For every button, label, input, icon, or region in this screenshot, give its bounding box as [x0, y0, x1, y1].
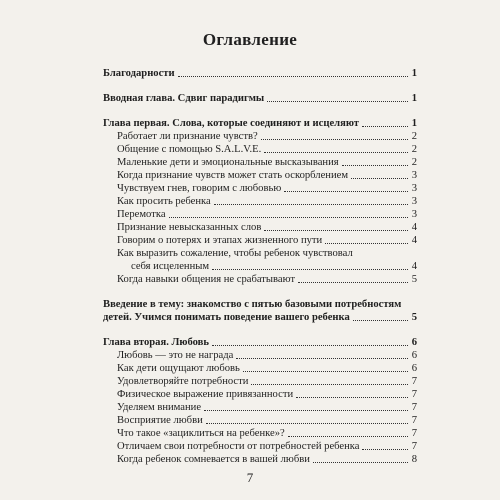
leader-dots — [214, 203, 408, 205]
toc-entry-page: 3 — [411, 170, 417, 181]
toc-entry-page: 1 — [411, 118, 417, 129]
toc-entry-page: 7 — [411, 402, 417, 413]
toc-subentry — [117, 440, 417, 453]
toc-entry-title: Когда ребенок сомневается в вашей любви — [117, 454, 310, 465]
leader-dots — [212, 268, 408, 270]
leader-dots — [261, 138, 408, 140]
toc-subentry — [117, 362, 417, 375]
toc-entry-page: 7 — [411, 428, 417, 439]
toc-entry-page: 2 — [411, 131, 417, 142]
toc-subentry — [117, 427, 417, 440]
leader-dots — [243, 370, 408, 372]
toc-subentry — [117, 143, 417, 156]
leader-dots — [325, 242, 408, 244]
toc-entry-page: 3 — [411, 196, 417, 207]
toc-entry-page: 3 — [411, 183, 417, 194]
leader-dots — [296, 396, 408, 398]
toc-subentry — [117, 169, 417, 182]
toc-entry-title: Удовлетворяйте потребности — [117, 376, 249, 387]
leader-dots — [362, 448, 408, 450]
toc-entry-page: 7 — [411, 376, 417, 387]
toc-subentry — [117, 221, 417, 234]
toc-entry-title: Общение с помощью S.A.L.V.E. — [117, 144, 262, 155]
toc-intro-line1: Введение в тему: знакомство с пятью базовыми потребностям — [103, 299, 402, 310]
toc-entry-page: 6 — [411, 363, 417, 374]
leader-dots — [264, 229, 408, 231]
toc-entry-page: 6 — [411, 350, 417, 361]
toc-entry-page: 8 — [411, 454, 417, 465]
toc-entry-title: детей. Учимся понимать поведение вашего ребенка — [103, 312, 350, 323]
leader-dots — [362, 125, 408, 127]
toc-entry-title: Когда признание чувств может стать оскорблением — [117, 170, 349, 181]
toc-subentry — [131, 260, 417, 273]
leader-dots — [251, 383, 408, 385]
toc-entry-title: Уделяем внимание — [117, 402, 202, 413]
toc-subentry — [117, 208, 417, 221]
leader-dots — [353, 319, 408, 321]
toc-entry-title: Вводная глава. Сдвиг парадигмы — [103, 93, 265, 104]
toc-entry-page: 5 — [411, 274, 417, 285]
toc-entry-page: 5 — [411, 312, 417, 323]
toc-entry-title: Любовь — это не награда — [117, 350, 234, 361]
toc-entry-page: 2 — [411, 157, 417, 168]
leader-dots — [264, 151, 408, 153]
toc-entry-page: 7 — [411, 441, 417, 452]
toc-entry-page: 4 — [411, 222, 417, 233]
toc-entry-title: Как дети ощущают любовь — [117, 363, 240, 374]
leader-dots — [298, 281, 408, 283]
toc-subentry — [117, 375, 417, 388]
toc-subentry — [117, 130, 417, 143]
leader-dots — [351, 177, 408, 179]
leader-dots — [169, 216, 408, 218]
toc-entry-title: Говорим о потерях и этапах жизненного пути — [117, 235, 323, 246]
toc-subentry — [117, 414, 417, 427]
leader-dots — [206, 422, 408, 424]
toc-subentry — [117, 401, 417, 414]
leader-dots — [284, 190, 408, 192]
leader-dots — [288, 435, 408, 437]
toc-subentry — [117, 234, 417, 247]
toc-entry-page: 7 — [411, 389, 417, 400]
toc-entry-page: 4 — [411, 261, 417, 272]
toc-chapter-entry — [103, 117, 417, 130]
toc-entry-title: Признание невысказанных слов — [117, 222, 262, 233]
toc-entry-title: Восприятие любви — [117, 415, 203, 426]
leader-dots — [212, 344, 408, 346]
leader-dots — [342, 164, 408, 166]
leader-dots — [267, 100, 408, 102]
toc-entry-page: 6 — [411, 337, 417, 348]
toc-entry-title: Перемотка — [117, 209, 166, 220]
toc-entry-page: 1 — [411, 68, 417, 79]
toc-entry-title: Глава вторая. Любовь — [103, 337, 209, 348]
toc-subentry — [117, 195, 417, 208]
toc-entry-title: Чувствуем гнев, говорим с любовью — [117, 183, 282, 194]
toc-entry-title: Отличаем свои потребности от потребностей ребенка — [117, 441, 360, 452]
toc-entry — [103, 92, 417, 105]
toc-subentry — [117, 182, 417, 195]
toc-entry-title: Что такое «зациклиться на ребенке»? — [117, 428, 285, 439]
toc-entry-title: Физическое выражение привязанности — [117, 389, 294, 400]
toc-subentry — [117, 156, 417, 169]
toc-subentry — [117, 273, 417, 286]
leader-dots — [204, 409, 408, 411]
page-title: Оглавление — [202, 30, 298, 49]
toc-chapter-entry — [103, 336, 417, 349]
toc-entry-title: Когда навыки общения не срабатывают — [117, 274, 296, 285]
toc-entry — [103, 67, 417, 80]
toc-entry-page: 3 — [411, 209, 417, 220]
toc-entry-title: себя исцеленным — [131, 261, 210, 272]
toc-entry-title: Глава первая. Слова, которые соединяют и исцеляют — [103, 118, 359, 129]
leader-dots — [313, 461, 408, 463]
toc-subentry — [117, 349, 417, 362]
toc-entry — [103, 311, 417, 324]
toc-entry-page: 4 — [411, 235, 417, 246]
toc-subentry-line1: Как выразить сожаление, чтобы ребенок чувствовал — [117, 248, 353, 259]
leader-dots — [236, 357, 408, 359]
toc-entry-page: 1 — [411, 93, 417, 104]
leader-dots — [178, 75, 408, 77]
toc-entry-page: 2 — [411, 144, 417, 155]
toc-entry-title: Маленькие дети и эмоциональные высказывания — [117, 157, 339, 168]
page-number: 7 — [246, 470, 254, 485]
toc-subentry — [117, 453, 417, 466]
toc-entry-title: Работает ли признание чувств? — [117, 131, 258, 142]
toc-entry-title: Как просить ребенка — [117, 196, 211, 207]
toc-entry-title: Благодарности — [103, 68, 175, 79]
toc-entry-page: 7 — [411, 415, 417, 426]
toc-subentry — [117, 388, 417, 401]
